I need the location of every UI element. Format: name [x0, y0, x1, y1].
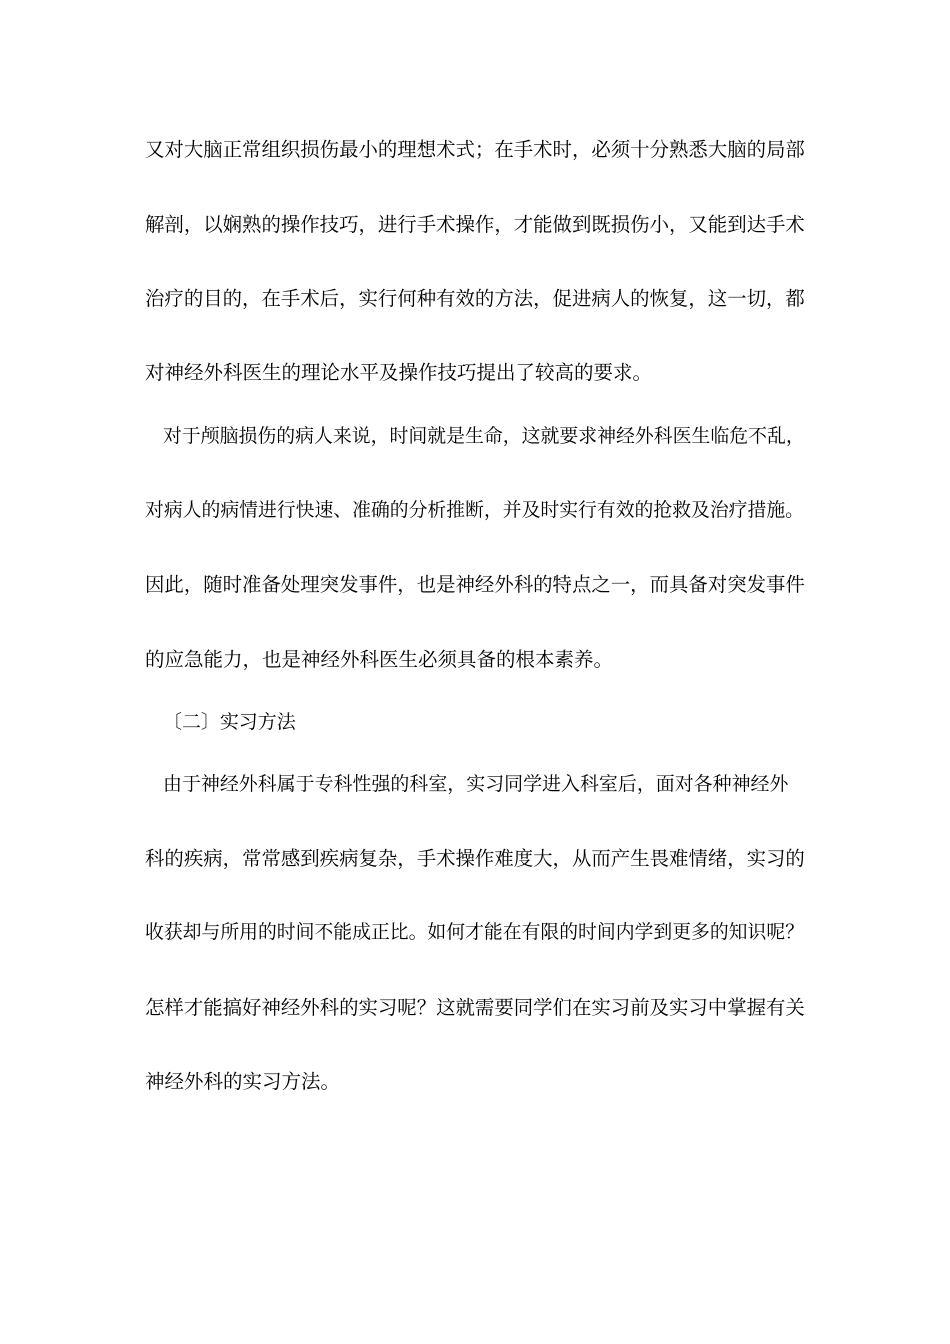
- paragraph-2-line-3: 因此，随时准备处理突发事件，也是神经外科的特点之一，而具备对突发事件: [145, 573, 805, 596]
- paragraph-2-line-2: 对病人的病情进行快速、准确的分析推断，并及时实行有效的抢救及治疗措施。: [145, 500, 804, 521]
- paragraph-3-line-5: 神经外科的实习方法。: [145, 1070, 341, 1093]
- paragraph-3-line-3: 收获却与所用的时间不能成正比。如何才能在有限的时间内学到更多的知识呢？: [145, 922, 804, 943]
- paragraph-3-line-1: 由于神经外科属于专科性强的科室，实习同学进入科室后，面对各种神经外: [163, 773, 789, 795]
- paragraph-2-line-4: 的应急能力，也是神经外科医生必须具备的根本素养。: [145, 648, 614, 671]
- section-heading: 〔二〕实习方法: [163, 711, 296, 733]
- paragraph-2-line-1: 对于颅脑损伤的病人来说，时间就是生命，这就要求神经外科医生临危不乱，: [163, 425, 805, 447]
- paragraph-1-line-1: 又对大脑正常组织损伤最小的理想术式；在手术时，必须十分熟悉大脑的局部: [145, 138, 805, 161]
- paragraph-1-line-2: 解剖，以娴熟的操作技巧，进行手术操作，才能做到既损伤小，又能到达手术: [145, 213, 805, 236]
- paragraph-1-line-3: 治疗的目的，在手术后，实行何种有效的方法，促进病人的恢复，这一切，都: [145, 287, 805, 310]
- paragraph-3-line-2: 科的疾病，常常感到疾病复杂，手术操作难度大，从而产生畏难情绪，实习的: [145, 847, 805, 870]
- paragraph-3-line-4: 怎样才能搞好神经外科的实习呢？这就需要同学们在实习前及实习中掌握有关: [145, 996, 805, 1019]
- paragraph-1-line-4: 对神经外科医生的理论水平及操作技巧提出了较高的要求。: [145, 361, 653, 384]
